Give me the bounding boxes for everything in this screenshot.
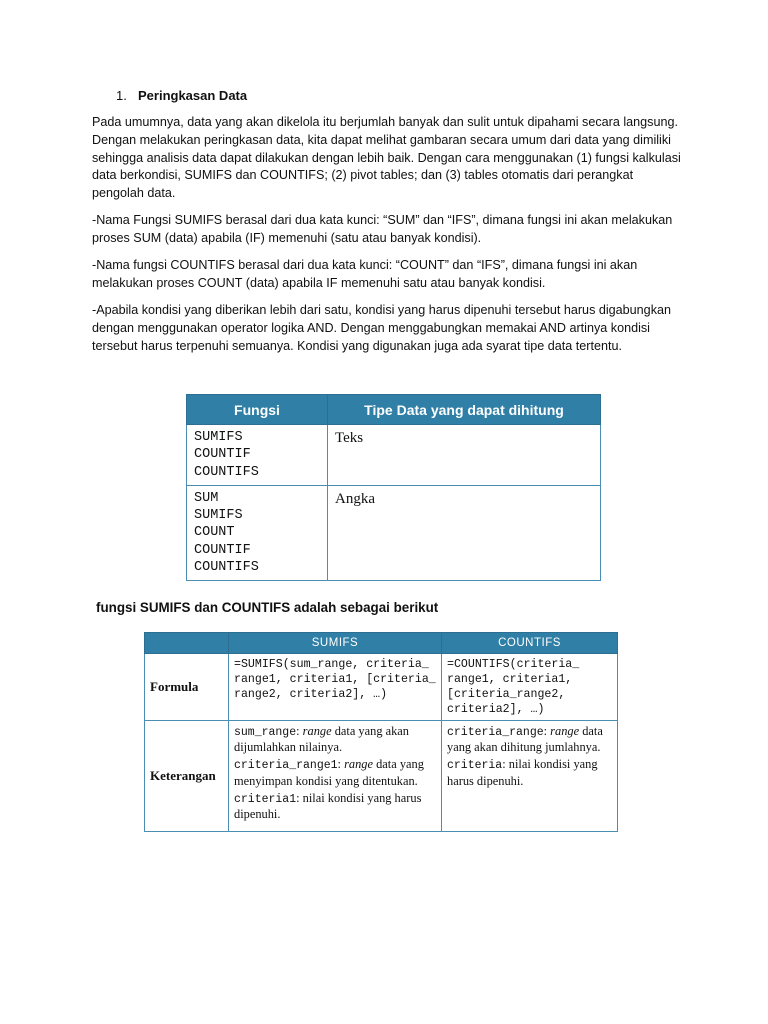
function-name: COUNT: [194, 525, 235, 541]
description-item: sum_range: range data yang akan dijumlahkan nilainya.: [234, 724, 409, 755]
function-name: SUMIFS: [194, 508, 243, 524]
countifs-formula: =COUNTIFS(criteria_ range1, criteria1, [criteria_range2, criteria2], …): [442, 654, 618, 721]
row-header-keterangan: Keterangan: [145, 721, 229, 832]
function-name: COUNTIFS: [194, 560, 259, 576]
intro-paragraph: Pada umumnya, data yang akan dikelola itu berjumlah banyak dan sulit untuk dipahami secara langsung. Dengan melakukan peringkasan data, kita dapat melihat gambaran secara umum dari data yang dimiliki sehingga analisis data dapat dilakukan dengan lebih baik. Dengan cara menggunakan (1) fungsi kalkulasi data berkondisi, SUMIFS dan COUNTIFS; (2) pivot tables; dan (3) tables otomatis dari perangkat pengolah data.: [92, 115, 681, 201]
function-name: SUM: [194, 490, 219, 506]
table-row: [145, 721, 618, 832]
function-name: COUNTIF: [194, 542, 251, 558]
table-row: [187, 485, 601, 580]
function-list-cell: [187, 425, 328, 486]
table-row: [145, 654, 618, 721]
sumifs-paragraph: -Nama Fungsi SUMIFS berasal dari dua kata kunci: “SUM” dan “IFS”, dimana fungsi ini akan melakukan proses SUM (data) apabila (IF) memenuhi (satu atau banyak kondisi).: [92, 213, 673, 245]
column-header: Tipe Data yang dapat dihitung: [328, 395, 601, 425]
column-header: Fungsi: [187, 395, 328, 425]
function-list-cell: [187, 485, 328, 580]
description-item: criteria_range1: range data yang menyimpan kondisi yang ditentukan.: [234, 757, 424, 788]
row-header-formula: Formula: [145, 654, 229, 721]
column-header: COUNTIFS: [442, 633, 618, 654]
description-item: criteria: nilai kondisi yang harus dipenuhi.: [447, 757, 598, 788]
data-type-table: [186, 394, 601, 581]
subheading: fungsi SUMIFS dan COUNTIFS adalah sebagai berikut: [96, 600, 439, 615]
column-header: SUMIFS: [229, 633, 442, 654]
data-type-cell: Angka: [328, 485, 601, 580]
countifs-paragraph: -Nama fungsi COUNTIFS berasal dari dua kata kunci: “COUNT” dan “IFS”, dimana fungsi ini akan melakukan proses COUNT (data) apabila IF memenuhi satu atau banyak kondisi.: [92, 258, 638, 290]
section-title: Peringkasan Data: [138, 88, 248, 103]
function-name: SUMIFS: [194, 430, 243, 445]
table-header-row: [187, 395, 601, 425]
sumifs-description: [229, 721, 442, 832]
function-name: COUNTIFS: [194, 464, 259, 480]
section-heading: [116, 88, 247, 103]
sumifs-formula: =SUMIFS(sum_range, criteria_ range1, criteria1, [criteria_ range2, criteria2], …): [229, 654, 442, 721]
function-name: COUNTIF: [194, 447, 251, 463]
sumifs-countifs-table: [144, 632, 618, 832]
data-type-cell: Teks: [328, 425, 601, 486]
and-condition-paragraph: -Apabila kondisi yang diberikan lebih dari satu, kondisi yang harus dipenuhi tersebut harus digabungkan dengan menggunakan operator logika AND. Dengan menggabungkan memakai AND artinya kondisi tersebut harus terpenuhi semuanya. Kondisi yang digunakan juga ada syarat tipe data tertentu.: [92, 303, 671, 353]
countifs-description: [442, 721, 618, 832]
column-header: [145, 633, 229, 654]
table-header-row: [145, 633, 618, 654]
section-number: 1.: [116, 88, 127, 103]
description-item: criteria1: nilai kondisi yang harus dipenuhi.: [234, 790, 422, 822]
table-row: [187, 425, 601, 486]
description-item: criteria_range: range data yang akan dihitung jumlahnya.: [447, 724, 603, 755]
